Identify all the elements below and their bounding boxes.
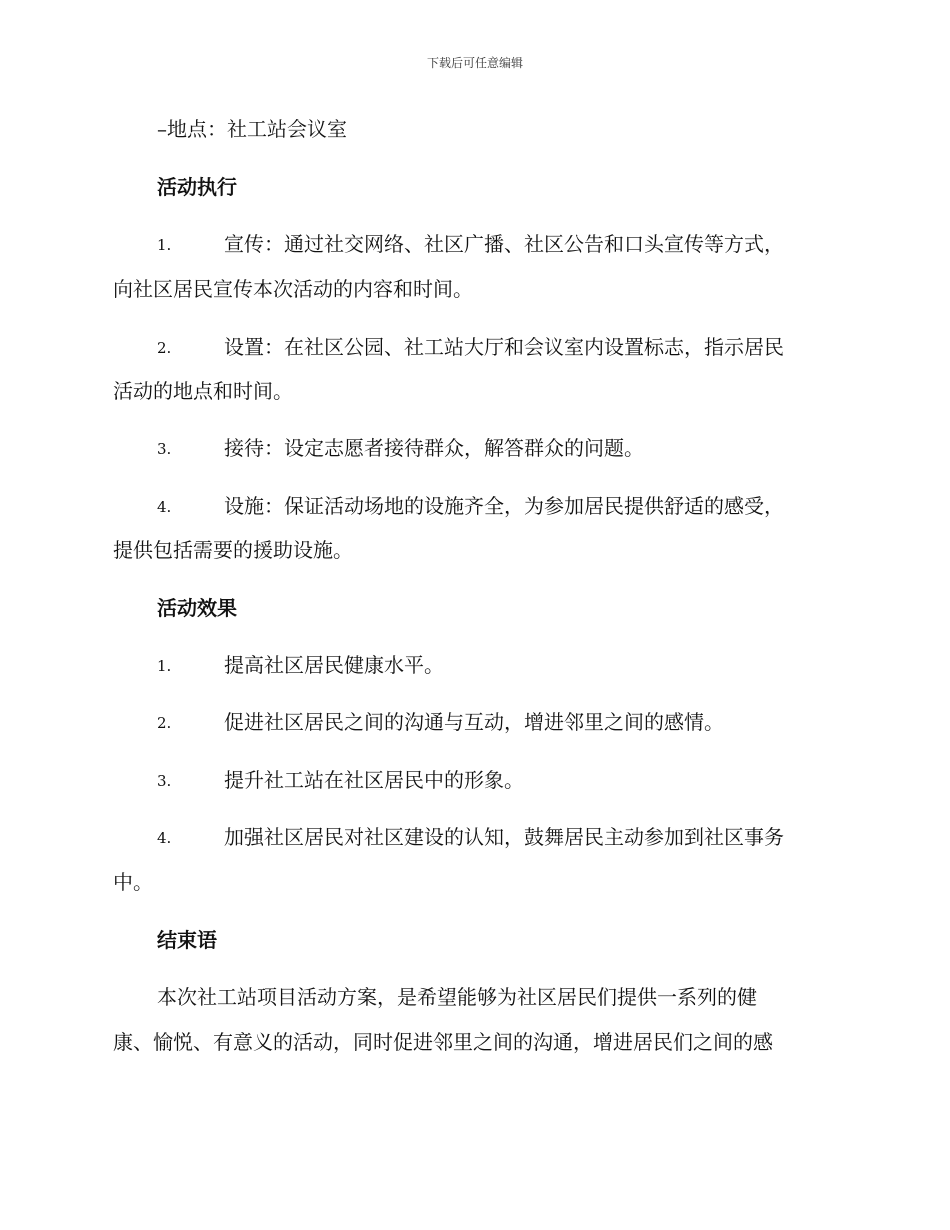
heading-conclusion: 结束语 — [157, 928, 217, 952]
conclusion-paragraph-line: 本次社工站项目活动方案，是希望能够为社区居民们提供一系列的健 — [157, 985, 757, 1009]
list-item-text: 设施：保证活动场地的设施齐全，为参加居民提供舒适的感受， — [224, 494, 784, 518]
list-item-text: 加强社区居民对社区建设的认知，鼓舞居民主动参加到社区事务 — [224, 825, 784, 849]
list-item-text: 提升社工站在社区居民中的形象。 — [224, 768, 524, 792]
list-number: 2. — [157, 339, 172, 357]
heading-effects: 活动效果 — [157, 596, 237, 620]
list-item-text: 接待：设定志愿者接待群众，解答群众的问题。 — [224, 436, 644, 460]
list-item-continuation: 中。 — [113, 870, 153, 894]
heading-execution: 活动执行 — [157, 175, 237, 199]
list-number: 4. — [157, 498, 172, 516]
list-item-text: 提高社区居民健康水平。 — [224, 653, 444, 677]
list-item-continuation: 提供包括需要的援助设施。 — [113, 538, 353, 562]
location-line: –地点：社工站会议室 — [157, 117, 347, 141]
list-item-continuation: 向社区居民宣传本次活动的内容和时间。 — [113, 277, 473, 301]
list-item-text: 设置：在社区公园、社工站大厅和会议室内设置标志，指示居民 — [224, 335, 784, 359]
list-number: 1. — [157, 236, 172, 254]
page-header: 下载后可任意编辑 — [426, 56, 523, 70]
list-item-text: 促进社区居民之间的沟通与互动，增进邻里之间的感情。 — [224, 710, 724, 734]
list-item-continuation: 活动的地点和时间。 — [113, 379, 293, 403]
list-number: 3. — [157, 440, 172, 458]
conclusion-paragraph-line: 康、愉悦、有意义的活动，同时促进邻里之间的沟通，增进居民们之间的感 — [113, 1030, 773, 1054]
list-number: 2. — [157, 714, 172, 732]
list-number: 4. — [157, 829, 172, 847]
list-number: 1. — [157, 657, 172, 675]
list-number: 3. — [157, 772, 172, 790]
list-item-text: 宣传：通过社交网络、社区广播、社区公告和口头宣传等方式， — [224, 232, 784, 256]
